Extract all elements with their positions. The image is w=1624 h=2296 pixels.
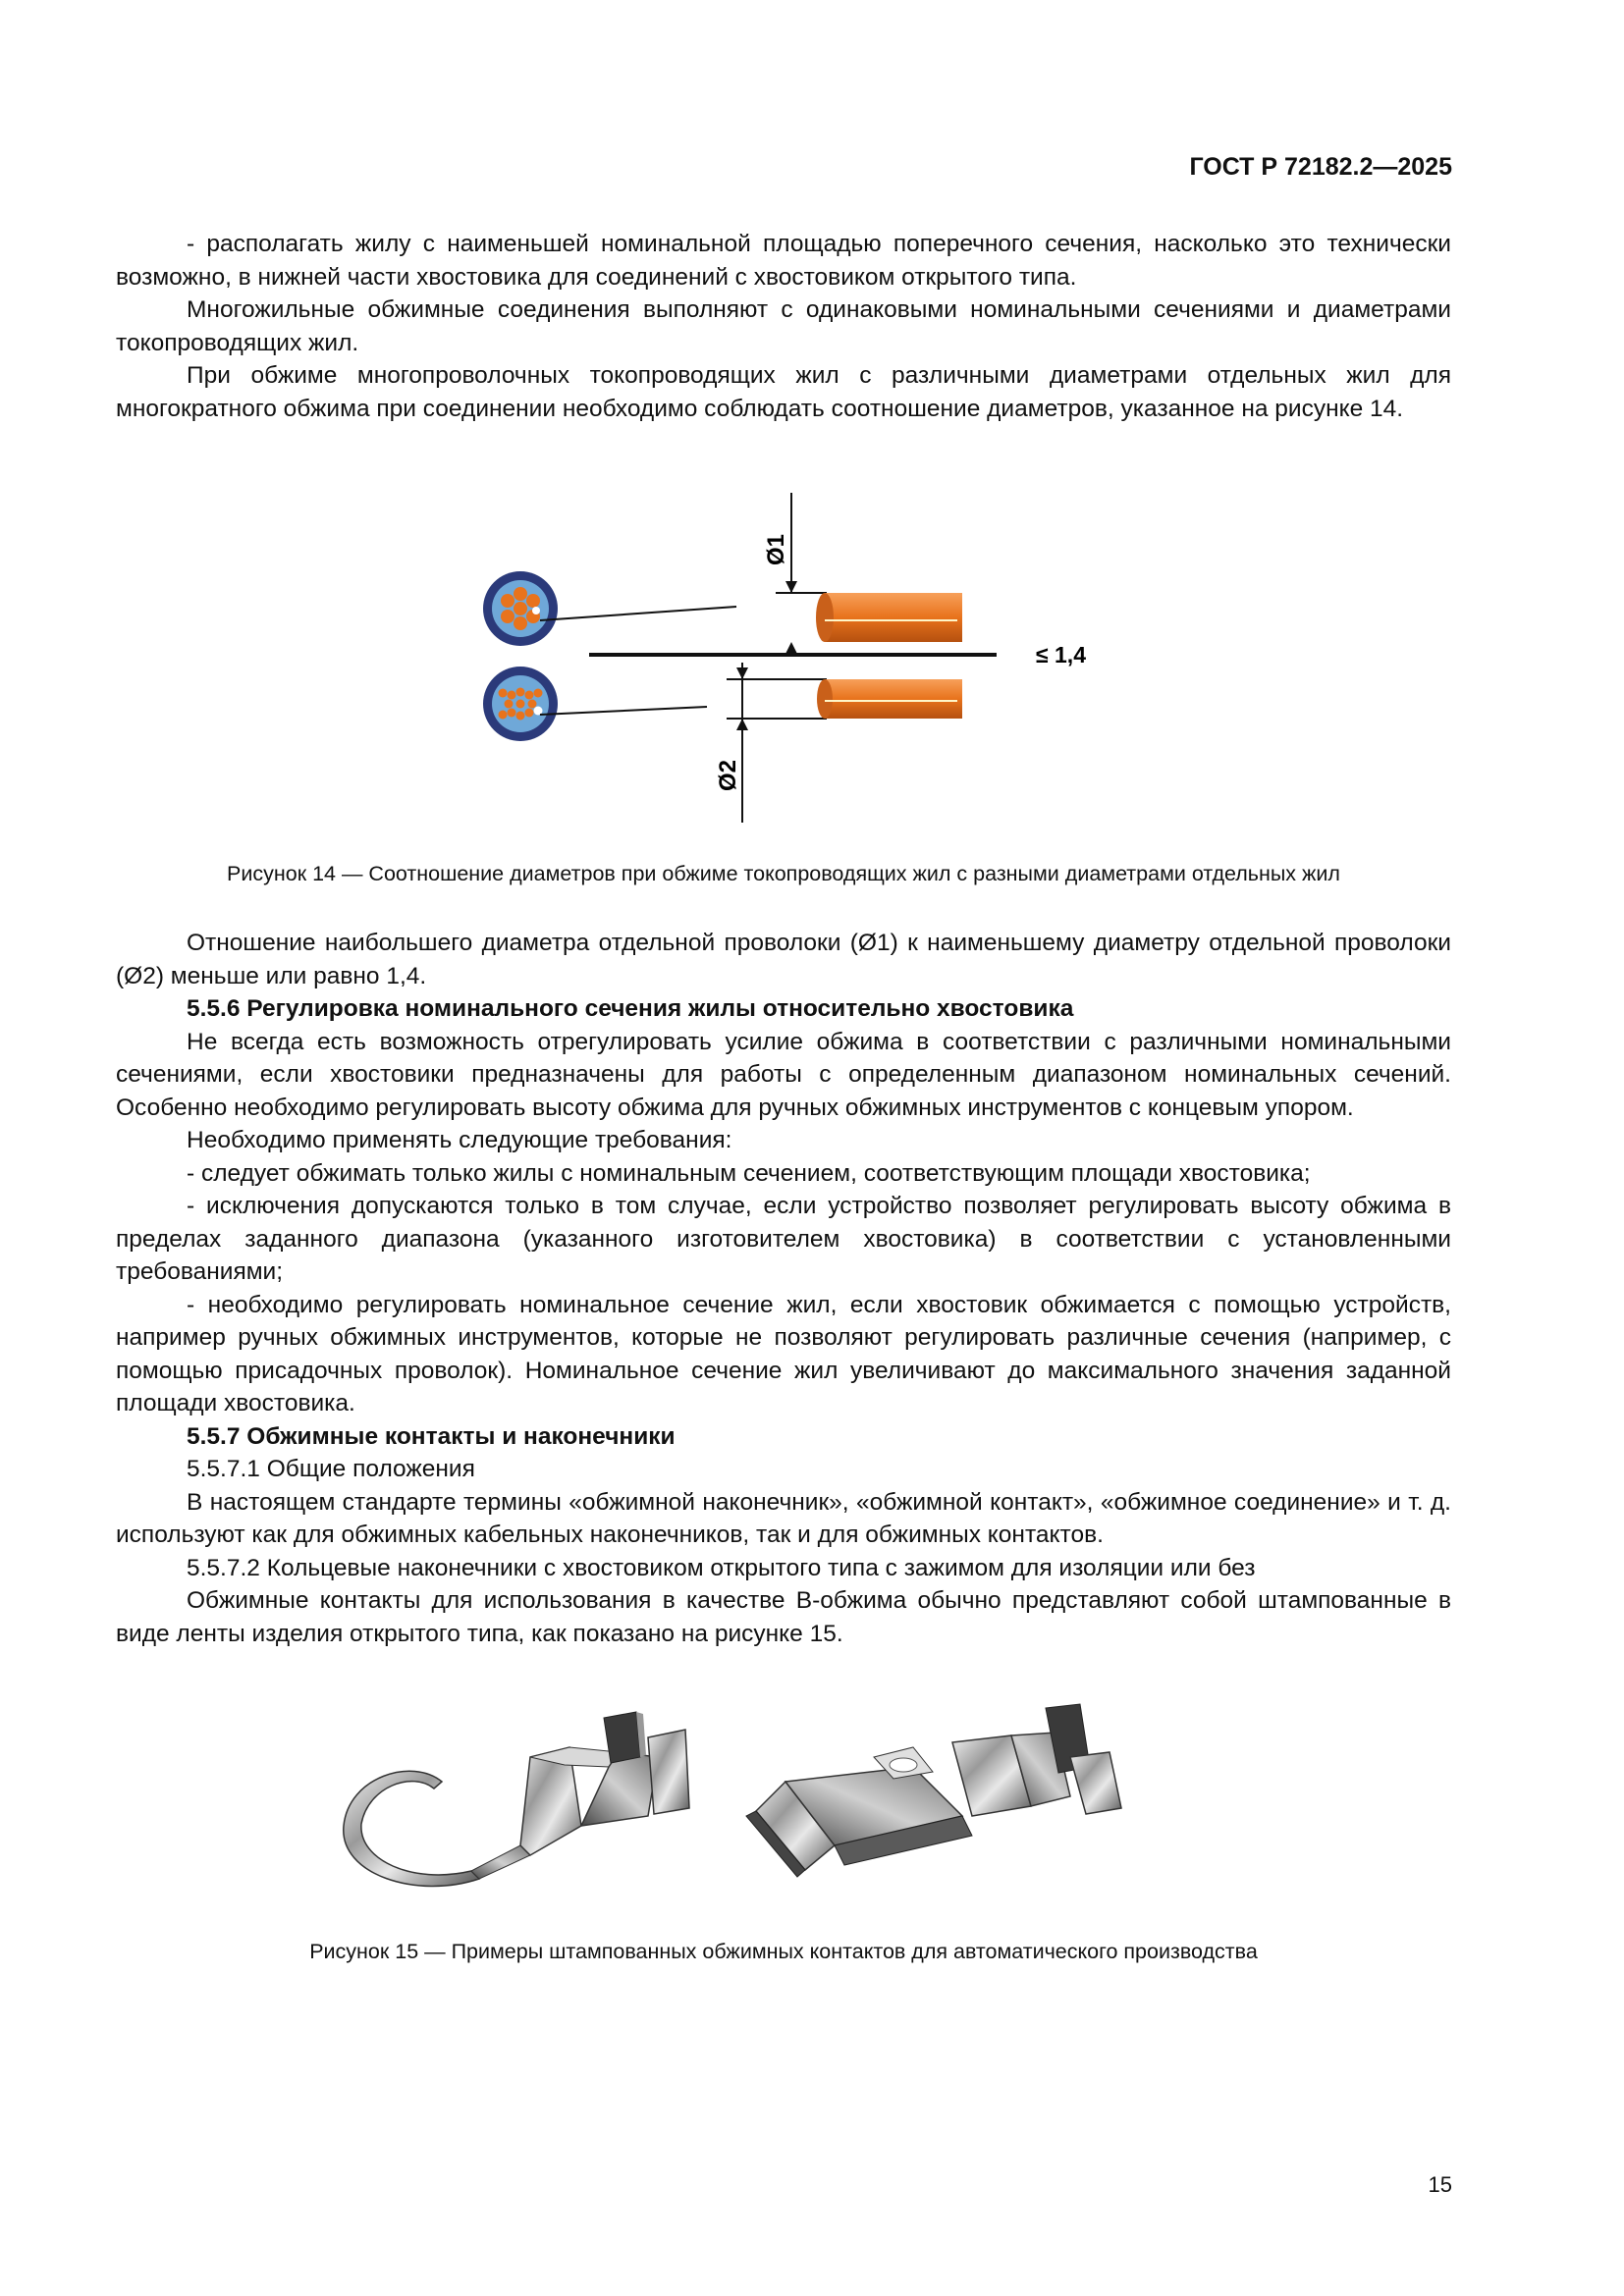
figure-14-caption: Рисунок 14 — Соотношение диаметров при обжиме токопроводящих жил с разными диаметрами отдельных жил [227,862,1340,885]
upper-wire [825,593,962,642]
paragraph: Отношение наибольшего диаметра отдельной проволоки (Ø1) к наименьшему диаметру отдельной проволоки (Ø2) меньше или равно 1,4. [116,930,1451,989]
arrow-head [736,667,748,679]
document-number: ГОСТ Р 72182.2—2025 [1189,153,1452,181]
ratio-label: ≤ 1,4 [1036,642,1086,667]
wire-end [816,593,834,642]
ring-terminal-contact [344,1712,689,1886]
arrow-head [785,581,797,593]
lower-wire [825,679,962,719]
paragraph: - располагать жилу с наименьшей номинальной площадью поперечного сечения, насколько это технически возможно, в нижней части хвостовика для соединений с хвостовиком открытого типа. [116,231,1451,291]
figure-15-photo [324,1698,1208,1924]
subsection-heading: 5.5.7.2 Кольцевые наконечники с хвостовиком открытого типа с зажимом для изоляции или без [187,1554,1256,1581]
wire-end [817,679,833,719]
label-d1: Ø1 [763,533,789,566]
subsection-heading: 5.5.7.1 Общие положения [187,1456,475,1482]
body-text [116,927,1451,1650]
list-item: - исключения допускаются только в том случае, если устройство позволяет регулировать высоту обжима в пределах заданного диапазона (указанного изготовителем хвостовика) в соответствии с установленными требованиями; [116,1193,1451,1285]
section-heading: 5.5.6 Регулировка номинального сечения жилы относительно хвостовика [187,995,1074,1022]
paragraph: В настоящем стандарте термины «обжимной наконечник», «обжимной контакт», «обжимное соединение» и т. д. используют как для обжимных кабельных наконечников, так и для обжимных контактов. [116,1488,1451,1548]
page-number: 15 [1428,2172,1452,2197]
paragraph: Необходимо применять следующие требования: [187,1127,732,1153]
section-heading: 5.5.7 Обжимные контакты и наконечники [187,1422,676,1450]
leader-line [540,607,736,620]
arrow-head [785,642,797,654]
paragraph: Не всегда есть возможность отрегулировать усилие обжима в соответствии с различными номинальными сечениями, если хвостовики предназначены для работы с определенным диапазоном номинальных сечений. Особенно необходимо регулировать высоту обжима для ручных обжимных инструментов с концевым упором. [116,1028,1451,1121]
label-d2: Ø2 [715,759,741,792]
arrow-head [736,719,748,730]
paragraph: Обжимные контакты для использования в качестве B-обжима обычно представляют собой штампованные в виде ленты изделия открытого типа, как показано на рисунке 15. [116,1587,1451,1647]
intro-text [116,228,1451,425]
figure-14-diagram [461,483,1110,836]
leader-line [540,707,707,715]
cable-cross-section-upper [483,571,558,646]
figure-15-caption: Рисунок 15 — Примеры штампованных обжимных контактов для автоматического производства [309,1940,1258,1963]
paragraph: При обжиме многопроволочных токопроводящих жил с различными диаметрами отдельных жил для многократного обжима при соединении необходимо соблюдать соотношение диаметров, указанное на рисунке 14. [116,362,1451,422]
paragraph: Многожильные обжимные соединения выполняют с одинаковыми номинальными сечениями и диаметрами токопроводящих жил. [116,296,1451,356]
cable-cross-section-lower [483,667,558,741]
list-item: - следует обжимать только жилы с номинальным сечением, соответствующим площади хвостовика; [187,1159,1311,1187]
list-item: - необходимо регулировать номинальное сечение жил, если хвостовик обжимается с помощью устройств, например ручных обжимных инструментов, которые не позволяют регулировать различные сечения (например, с помощью присадочных проволок). Номинальное сечение жил увеличивают до максимального значения заданной площади хвостовика. [116,1291,1451,1416]
strip-terminal-contact [746,1704,1121,1877]
